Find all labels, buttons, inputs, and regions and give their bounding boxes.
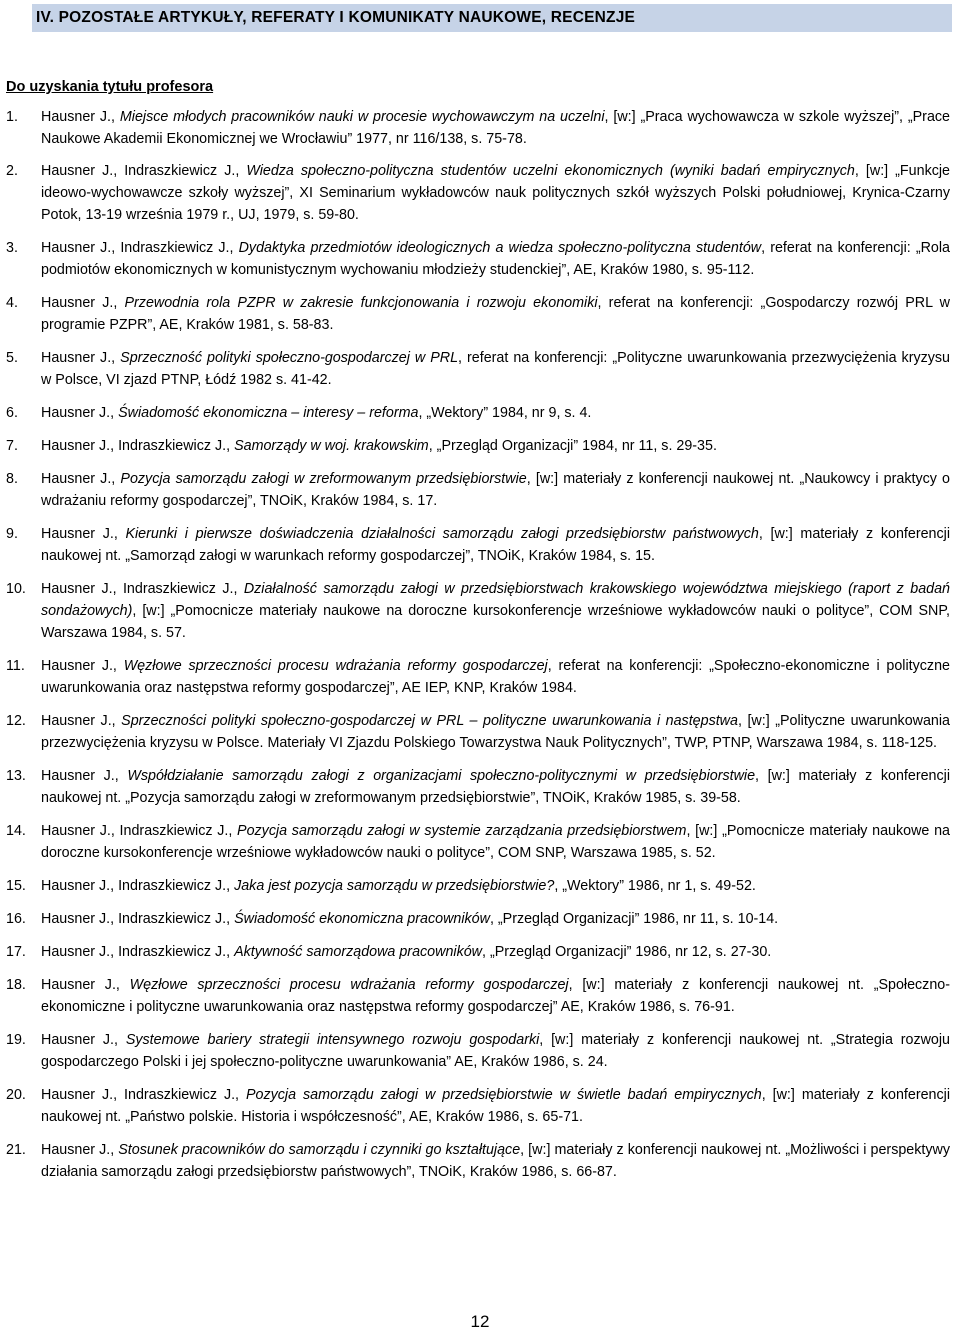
item-author: Hausner J., bbox=[41, 977, 130, 993]
item-citation bbox=[41, 974, 950, 1018]
item-citation bbox=[41, 468, 950, 512]
item-details: , [w:] „Pomocnicze materiały naukowe na doroczne kursokonferencje wrześniowe wykładowców nauki o polityce”, COM SNP, Warszawa 1985, s. 52. bbox=[41, 823, 950, 861]
item-title: Działalność samorządu załogi w przedsiębiorstwach krakowskiego województwa miejskiego (raport z badań sondażowych) bbox=[41, 581, 950, 619]
item-number: 11. bbox=[6, 658, 25, 674]
list-item bbox=[6, 655, 950, 699]
item-title: Miejsce młodych pracowników nauki w procesie wychowawczym na uczelni bbox=[119, 109, 605, 125]
item-author: Hausner J., bbox=[41, 713, 122, 729]
list-item bbox=[6, 974, 950, 1018]
item-author: Hausner J., Indraszkiewicz J., bbox=[41, 944, 235, 960]
item-details: , [w:] materiały z konferencji naukowej nt. „Społeczno-ekonomiczne i polityczne uwarunkowania oraz następstwa reformy gospodarczej” AE, Kraków 1986, s. 76-91. bbox=[41, 977, 950, 1015]
item-details: , [w:] „Praca wychowawcza w szkole wyższej”, „Prace Naukowe Akademii Ekonomicznej we Wrocławiu” 1977, nr 116/138, s. 75-78. bbox=[41, 109, 950, 147]
item-number: 2. bbox=[6, 163, 18, 179]
item-title: Świadomość ekonomiczna pracowników bbox=[234, 911, 490, 927]
item-number: 12. bbox=[6, 713, 26, 729]
list-item bbox=[6, 820, 950, 864]
list-item bbox=[6, 578, 950, 644]
item-author: Hausner J., bbox=[41, 768, 128, 784]
item-citation bbox=[41, 1139, 950, 1183]
item-author: Hausner J., bbox=[41, 295, 125, 311]
item-author: Hausner J., Indraszkiewicz J., bbox=[41, 163, 247, 179]
item-citation bbox=[41, 402, 950, 424]
item-title: Sprzeczności polityki społeczno-gospodarczej w PRL – polityczne uwarunkowania i następstwa bbox=[121, 713, 738, 729]
item-citation bbox=[41, 292, 950, 336]
item-number: 4. bbox=[6, 295, 18, 311]
item-author: Hausner J., Indraszkiewicz J., bbox=[41, 878, 235, 894]
list-item bbox=[6, 908, 950, 930]
item-title: Pozycja samorządu załogi w przedsiębiorstwie w świetle badań empirycznych bbox=[246, 1087, 762, 1103]
item-citation bbox=[41, 160, 950, 226]
item-citation bbox=[41, 1029, 950, 1073]
item-citation bbox=[41, 578, 950, 644]
list-item bbox=[6, 292, 950, 336]
item-details: , [w:] „Polityczne uwarunkowania przezwyciężenia kryzysu w Polsce. Materiały VI Zjazdu Polskiego Towarzystwa Nauk Politycznych”, TWP, PTNP, Warszawa 1984, s. 118-125. bbox=[41, 713, 950, 751]
item-title: Samorządy w woj. krakowskim bbox=[234, 438, 429, 454]
item-author: Hausner J., bbox=[41, 471, 121, 487]
item-title: Pozycja samorządu załogi w systemie zarządzania przedsiębiorstwem bbox=[237, 823, 687, 839]
list-item bbox=[6, 1139, 950, 1183]
item-number: 17. bbox=[6, 944, 26, 960]
list-item bbox=[6, 710, 950, 754]
section-title: IV. POZOSTAŁE ARTYKUŁY, REFERATY I KOMUNIKATY NAUKOWE, RECENZJE bbox=[36, 9, 636, 26]
item-author: Hausner J., bbox=[41, 1032, 126, 1048]
item-details: , [w:] materiały z konferencji naukowej nt. „Pozycja samorządu załogi w zreformowanym przedsiębiorstwie”, TNOiK, Kraków 1985, s. 39-58. bbox=[41, 768, 951, 806]
item-details: , [w:] materiały z konferencji naukowej nt. „Naukowcy i praktycy o wdrażaniu reformy gospodarczej”, TNOiK, Kraków 1984, s. 17. bbox=[41, 471, 951, 509]
item-number: 5. bbox=[6, 350, 18, 366]
item-citation bbox=[41, 908, 950, 930]
item-number: 15. bbox=[6, 878, 26, 894]
list-item bbox=[6, 237, 950, 281]
item-title: Dydaktyka przedmiotów ideologicznych a wiedza społeczno-polityczna studentów bbox=[238, 240, 762, 256]
item-title: Przewodnia rola PZPR w zakresie funkcjonowania i rozwoju ekonomiki bbox=[124, 295, 598, 311]
item-author: Hausner J., bbox=[41, 1142, 119, 1158]
item-title: Węzłowe sprzeczności procesu wdrażania reformy gospodarczej bbox=[123, 658, 548, 674]
item-author: Hausner J., Indraszkiewicz J., bbox=[41, 823, 238, 839]
list-item bbox=[6, 1084, 950, 1128]
item-title: Sprzeczność polityki społeczno-gospodarczej w PRL bbox=[120, 350, 459, 366]
item-title: Jaka jest pozycja samorządu w przedsiębiorstwie? bbox=[234, 878, 555, 894]
item-details: , referat na konferencji: „Gospodarczy rozwój PRL w programie PZPR”, AE, Kraków 1981, s. 58-83. bbox=[41, 295, 951, 333]
subsection-heading: Do uzyskania tytułu profesora bbox=[6, 79, 214, 95]
item-citation bbox=[41, 106, 950, 150]
item-author: Hausner J., bbox=[41, 526, 126, 542]
list-item bbox=[6, 435, 950, 457]
item-author: Hausner J., Indraszkiewicz J., bbox=[41, 911, 235, 927]
item-number: 16. bbox=[6, 911, 26, 927]
item-details: , [w:] „Pomocnicze materiały naukowe na doroczne kursokonferencje wrześniowe wykładowców nauki o polityce”, COM SNP, Warszawa 1984, s. 57. bbox=[41, 603, 950, 641]
item-citation bbox=[41, 523, 950, 567]
list-item bbox=[6, 347, 950, 391]
item-citation bbox=[41, 765, 950, 809]
section-header-bar bbox=[32, 4, 952, 32]
item-details: , [w:] materiały z konferencji naukowej nt. „Możliwości i perspektywy działania samorządu załogi przedsiębiorstw państwowych”, TNOiK, Kraków 1986, s. 66-87. bbox=[41, 1142, 950, 1180]
list-item bbox=[6, 875, 950, 897]
item-title: Kierunki i pierwsze doświadczenia działalności samorządu załogi przedsiębiorstw państwowych bbox=[125, 526, 759, 542]
item-number: 6. bbox=[6, 405, 18, 421]
list-item bbox=[6, 941, 950, 963]
item-title: Świadomość ekonomiczna – interesy – reforma bbox=[118, 405, 419, 421]
item-number: 21. bbox=[6, 1142, 26, 1158]
item-number: 9. bbox=[6, 526, 18, 542]
item-number: 13. bbox=[6, 768, 26, 784]
item-title: Wiedza społeczno-polityczna studentów uczelni ekonomicznych (wyniki badań empirycznych bbox=[246, 163, 855, 179]
item-author: Hausner J., bbox=[41, 109, 120, 125]
list-item bbox=[6, 106, 950, 150]
item-details: , „Przegląd Organizacji” 1986, nr 12, s. 27-30. bbox=[482, 944, 772, 960]
item-number: 1. bbox=[6, 109, 18, 125]
item-author: Hausner J., bbox=[41, 658, 124, 674]
list-item bbox=[6, 468, 950, 512]
item-author: Hausner J., bbox=[41, 350, 121, 366]
item-author: Hausner J., Indraszkiewicz J., bbox=[41, 1087, 246, 1103]
item-details: , referat na konferencji: „Rola podmiotów ekonomicznych w komunistycznym wychowaniu młodzieży studenckiej”, AE, Kraków 1980, s. 95-112. bbox=[41, 240, 951, 278]
item-citation bbox=[41, 941, 950, 963]
item-number: 8. bbox=[6, 471, 18, 487]
item-number: 18. bbox=[6, 977, 26, 993]
page-number: 12 bbox=[470, 1312, 490, 1331]
item-title: Pozycja samorządu załogi w zreformowanym przedsiębiorstwie bbox=[120, 471, 527, 487]
item-number: 3. bbox=[6, 240, 18, 256]
item-citation bbox=[41, 435, 950, 457]
item-author: Hausner J., Indraszkiewicz J., bbox=[41, 581, 244, 597]
item-number: 7. bbox=[6, 438, 18, 454]
item-details: , [w:] materiały z konferencji naukowej nt. „Strategia rozwoju gospodarczego Polski i jej społeczno-polityczne uwarunkowania” AE, Kraków 1986, s. 24. bbox=[41, 1032, 951, 1070]
list-item bbox=[6, 402, 950, 424]
item-title: Aktywność samorządowa pracowników bbox=[234, 944, 482, 960]
item-citation bbox=[41, 237, 950, 281]
item-details: , [w:] „Funkcje ideowo-wychowawcze szkoły wyższej”, XI Seminarium wykładowców nauk politycznych szkół wyższych Polski południowej, Krynica-Czarny Potok, 13-19 września 1979 r., UJ, 1979, s. 59-80. bbox=[41, 163, 950, 223]
item-citation bbox=[41, 347, 950, 391]
item-citation bbox=[41, 710, 950, 754]
item-citation bbox=[41, 875, 950, 897]
list-item bbox=[6, 160, 950, 226]
item-details: , [w:] materiały z konferencji naukowej nt. „Państwo polskie. Historia i współczesność”, AE, Kraków 1986, s. 65-71. bbox=[41, 1087, 951, 1125]
item-details: , „Przegląd Organizacji” 1986, nr 11, s. 10-14. bbox=[489, 911, 779, 927]
item-details: , „Wektory” 1984, nr 9, s. 4. bbox=[418, 405, 592, 421]
item-number: 19. bbox=[6, 1032, 26, 1048]
item-author: Hausner J., Indraszkiewicz J., bbox=[41, 438, 235, 454]
item-citation bbox=[41, 820, 950, 864]
list-item bbox=[6, 523, 950, 567]
item-details: , „Wektory” 1986, nr 1, s. 49-52. bbox=[554, 878, 756, 894]
item-title: Współdziałanie samorządu załogi z organizacjami społeczno-politycznymi w przedsiębiorstwie bbox=[127, 768, 756, 784]
list-item bbox=[6, 1029, 950, 1073]
item-number: 14. bbox=[6, 823, 26, 839]
item-author: Hausner J., bbox=[41, 405, 119, 421]
publication-list bbox=[6, 106, 950, 1194]
item-details: , [w:] materiały z konferencji naukowej nt. „Samorząd załogi w warunkach reformy gospodarczej”, TNOiK, Kraków 1984, s. 15. bbox=[41, 526, 951, 564]
item-number: 10. bbox=[6, 581, 26, 597]
item-details: , referat na konferencji: „Polityczne uwarunkowania przezwyciężenia kryzysu w Polsce, VI zjazd PTNP, Łódź 1982 s. 41-42. bbox=[41, 350, 951, 388]
item-title: Systemowe bariery strategii intensywnego rozwoju gospodarki bbox=[125, 1032, 540, 1048]
item-title: Węzłowe sprzeczności procesu wdrażania reformy gospodarczej bbox=[129, 977, 569, 993]
item-number: 20. bbox=[6, 1087, 26, 1103]
list-item bbox=[6, 765, 950, 809]
item-details: , referat na konferencji: „Społeczno-ekonomiczne i polityczne uwarunkowania oraz następstwa reformy gospodarczej”, AE IEP, KNP, Kraków 1984. bbox=[41, 658, 950, 696]
item-citation bbox=[41, 655, 950, 699]
item-title: Stosunek pracowników do samorządu i czynniki go kształtujące bbox=[118, 1142, 521, 1158]
item-details: , „Przegląd Organizacji” 1984, nr 11, s. 29-35. bbox=[428, 438, 717, 454]
item-author: Hausner J., Indraszkiewicz J., bbox=[41, 240, 239, 256]
item-citation bbox=[41, 1084, 950, 1128]
